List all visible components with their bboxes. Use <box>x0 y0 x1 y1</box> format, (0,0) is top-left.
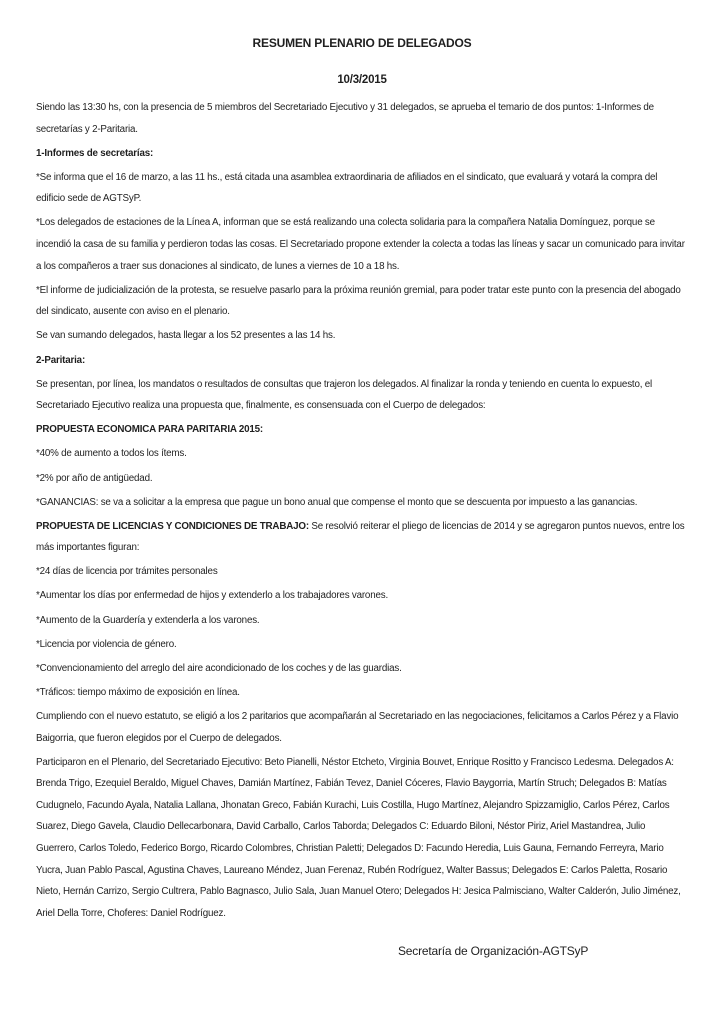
section-heading-propuesta-economica: PROPUESTA ECONOMICA PARA PARITARIA 2015: <box>36 424 264 436</box>
paragraph-judicializacion: *El informe de judicialización de la protesta, se resuelve pasarlo para la próxima reunión gremial, para poder tratar este punto con la presencia del abogado del sindicato, ausente con aviso en el plenario. <box>36 284 681 318</box>
paragraph-participantes: Participaron en el Plenario, del Secretariado Ejecutivo: Beto Pianelli, Néstor Etcheto, Virginia Bouvet, Enrique Rositto y Francisco Ledesma. Delegados A: Brenda Trigo, Ezequiel Beraldo, Miguel Chaves, Damián Martínez, Fabián Tevez, Daniel Cóceres, Flavio Baygorria, Martín Struch; Delegados B: Matías Cudugnelo, Facundo Ayala, Natalia Lallana, Jhonatan Greco, Fabián Kurachi, Luis Costilla, Hugo Martínez, Alejandro Spizzamiglio, Carlos Pérez, Carlos Suarez, Diego Gavela, Claudio Dellecarbonara, David Carballo, Carlos Taborda; Delegados C: Eduardo Biloni, Néstor Piriz, Ariel Mastandrea, Julio Guerrero, Carlos Toledo, Federico Borgo, Ricardo Colombres, Christian Paletti; Delegados D: Facundo Heredia, Luis Gauna, Fernando Ferreyra, Mario Yucra, Juan Pablo Pascal, Agustina Chaves, Laureano Méndez, Juan Ferenaz, Rubén Rodríguez, Walter Bassus; Delegados E: Carlos Paletta, Rosario Nieto, Hernán Carrizo, Sergio Cultrera, Pablo Bagnasco, Julio Sala, Juan Manuel Otero; Delegados H: Jesica Palmisciano, Walter Calderón, Julio Jiménez, Ariel Della Torre, Choferes: Daniel Rodríguez. <box>36 756 681 919</box>
section-heading-licencias: PROPUESTA DE LICENCIAS Y CONDICIONES DE TRABAJO: <box>36 520 309 532</box>
paragraph-delegados-presentes: Se van sumando delegados, hasta llegar a los 52 presentes a las 14 hs. <box>36 330 336 342</box>
document-body <box>36 97 688 924</box>
bullet-aumento: *40% de aumento a todos los ítems. <box>36 448 187 460</box>
bullet-violencia-genero: *Licencia por violencia de género. <box>36 638 177 650</box>
bullet-guarderia: *Aumento de la Guardería y extenderla a los varones. <box>36 614 260 626</box>
paragraph-paritarios-elegidos: Cumpliendo con el nuevo estatuto, se eligió a los 2 paritarios que acompañarán al Secretariado en las negociaciones, felicitamos a Carlos Pérez y a Flavio Baigorria, que fueron elegidos por el Cuerpo de delegados. <box>36 710 679 744</box>
paragraph-asamblea: *Se informa que el 16 de marzo, a las 11 hs., está citada una asamblea extraordinaria de afiliados en el sindicato, que evaluará y votará la compra del edificio sede de AGTSyP. <box>36 171 658 205</box>
document-date: 10/3/2015 <box>337 74 387 86</box>
bullet-enfermedad-hijos: *Aumentar los días por enfermedad de hijos y extenderlo a los trabajadores varones. <box>36 590 388 602</box>
paragraph-intro: Siendo las 13:30 hs, con la presencia de 5 miembros del Secretariado Ejecutivo y 31 delegados, se aprueba el temario de dos puntos: 1-Informes de secretarías y 2-Paritaria. <box>36 102 654 135</box>
paragraph-mandatos: Se presentan, por línea, los mandatos o resultados de consultas que trajeron los delegados. Al finalizar la ronda y teniendo en cuenta lo expuesto, el Secretariado Ejecutivo realiza una propuesta que, finalmente, es consensuada con el Cuerpo de delegados: <box>36 378 652 412</box>
document-signature: Secretaría de Organización-AGTSyP <box>398 944 589 959</box>
bullet-licencia-tramites: *24 días de licencia por trámites personales <box>36 566 218 578</box>
paragraph-licencias-rest: Se resolvió reiterar el pliego de licencias de 2014 y se agregaron puntos nuevos, entre los más importantes figuran: <box>36 520 685 554</box>
bullet-ganancias: *GANANCIAS: se va a solicitar a la empresa que pague un bono anual que compense el monto que se descuenta por impuesto a las ganancias. <box>36 496 638 508</box>
bullet-traficos: *Tráficos: tiempo máximo de exposición en línea. <box>36 686 240 698</box>
bullet-aire-acondicionado: *Convencionamiento del arreglo del aire acondicionado de los coches y de las guardias. <box>36 662 402 674</box>
paragraph-colecta: *Los delegados de estaciones de la Línea A, informan que se está realizando una colecta solidaria para la compañera Natalia Domínguez, porque se incendió la casa de su familia y perdieron todas las cosas. El Secretariado propone extender la colecta a todas las líneas y sacar un comunicado para invitar a los compañeros a traer sus donaciones al sindicato, de lunes a viernes de 10 a 18 hs. <box>36 217 685 272</box>
section-heading-paritaria: 2-Paritaria: <box>36 354 86 366</box>
section-heading-informes: 1-Informes de secretarías: <box>36 147 154 159</box>
document-title: RESUMEN PLENARIO DE DELEGADOS <box>252 36 472 50</box>
bullet-antiguedad: *2% por año de antigüedad. <box>36 472 153 484</box>
paragraph-propuesta-licencias <box>36 516 688 559</box>
